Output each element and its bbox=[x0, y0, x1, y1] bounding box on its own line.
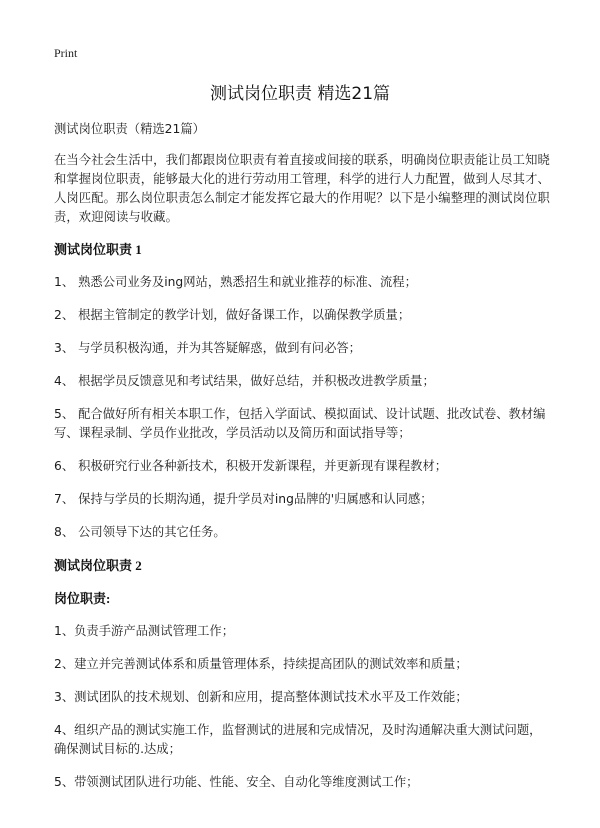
list-item bbox=[54, 372, 550, 391]
item-text: 配合做好所有相关本职工作，包括入学面试、模拟面试、设计试题、批改试卷、教材编写、课程录制、学员作业批改，学员活动以及简历和面试指导等； bbox=[54, 407, 546, 440]
list-item bbox=[54, 405, 550, 443]
list-item bbox=[54, 655, 550, 674]
section-1-heading: 测试岗位职责 1 bbox=[54, 242, 142, 257]
list-item bbox=[54, 457, 550, 476]
list-item bbox=[54, 306, 550, 325]
list-item bbox=[54, 339, 550, 358]
item-text: 负责手游产品测试管理工作； bbox=[74, 624, 234, 638]
item-number: 1、 bbox=[54, 624, 75, 638]
item-number: 4、 bbox=[54, 723, 75, 737]
list-item bbox=[54, 622, 550, 641]
item-number: 1、 bbox=[54, 275, 75, 289]
section-2-subheading: 岗位职责: bbox=[54, 591, 111, 606]
list-item bbox=[54, 273, 550, 292]
list-item bbox=[54, 773, 550, 792]
list-item bbox=[54, 490, 550, 509]
item-number: 3、 bbox=[54, 690, 75, 704]
item-number: 2、 bbox=[54, 657, 75, 671]
item-text: 积极研究行业各种新技术，积极开发新课程，并更新现有课程教材； bbox=[78, 459, 448, 473]
item-number: 7、 bbox=[54, 492, 75, 506]
item-number: 2、 bbox=[54, 308, 75, 322]
item-number: 8、 bbox=[54, 525, 75, 539]
section-2-list bbox=[54, 622, 550, 792]
list-item bbox=[54, 688, 550, 707]
print-label: Print bbox=[54, 46, 78, 60]
item-number: 3、 bbox=[54, 341, 75, 355]
section-2-heading: 测试岗位职责 2 bbox=[54, 558, 142, 573]
item-number: 6、 bbox=[54, 459, 75, 473]
item-text: 测试团队的技术规划、创新和应用，提高整体测试技术水平及工作效能； bbox=[74, 690, 468, 704]
document-subtitle: 测试岗位职责（精选21篇） bbox=[54, 122, 205, 136]
page-title: 测试岗位职责 精选21篇 bbox=[209, 84, 391, 104]
item-number: 5、 bbox=[54, 407, 75, 421]
section-1-list bbox=[54, 273, 550, 542]
item-text: 保持与学员的长期沟通，提升学员对ing品牌的'归属感和认同感； bbox=[78, 492, 433, 506]
item-text: 与学员积极沟通，并为其答疑解惑，做到有问必答； bbox=[78, 341, 361, 355]
item-text: 建立并完善测试体系和质量管理体系，持续提高团队的测试效率和质量； bbox=[74, 657, 468, 671]
list-item bbox=[54, 721, 550, 759]
item-text: 根据学员反馈意见和考试结果，做好总结，并积极改进教学质量； bbox=[78, 374, 435, 388]
list-item bbox=[54, 523, 550, 542]
item-text: 根据主管制定的教学计划，做好备课工作，以确保教学质量； bbox=[78, 308, 411, 322]
intro-paragraph: 在当今社会生活中，我们都跟岗位职责有着直接或间接的联系，明确岗位职责能让员工知晓和掌握岗位职责，能够最大化的进行劳动用工管理，科学的进行人力配置，做到人尽其才、人岗匹配。那么岗位职责怎么制定才能发挥它最大的作用呢？以下是小编整理的测试岗位职责，欢迎阅读与收藏。 bbox=[54, 153, 550, 224]
item-number: 4、 bbox=[54, 374, 75, 388]
item-text: 公司领导下达的其它任务。 bbox=[78, 525, 226, 539]
item-text: 组织产品的测试实施工作，监督测试的进展和完成情况，及时沟通解决重大测试问题，确保测试目标的.达成； bbox=[54, 723, 542, 756]
item-number: 5、 bbox=[54, 775, 75, 789]
item-text: 带领测试团队进行功能、性能、安全、自动化等维度测试工作； bbox=[74, 775, 419, 789]
item-text: 熟悉公司业务及ing网站，熟悉招生和就业推荐的标准、流程； bbox=[78, 275, 417, 289]
document-body bbox=[54, 120, 550, 806]
